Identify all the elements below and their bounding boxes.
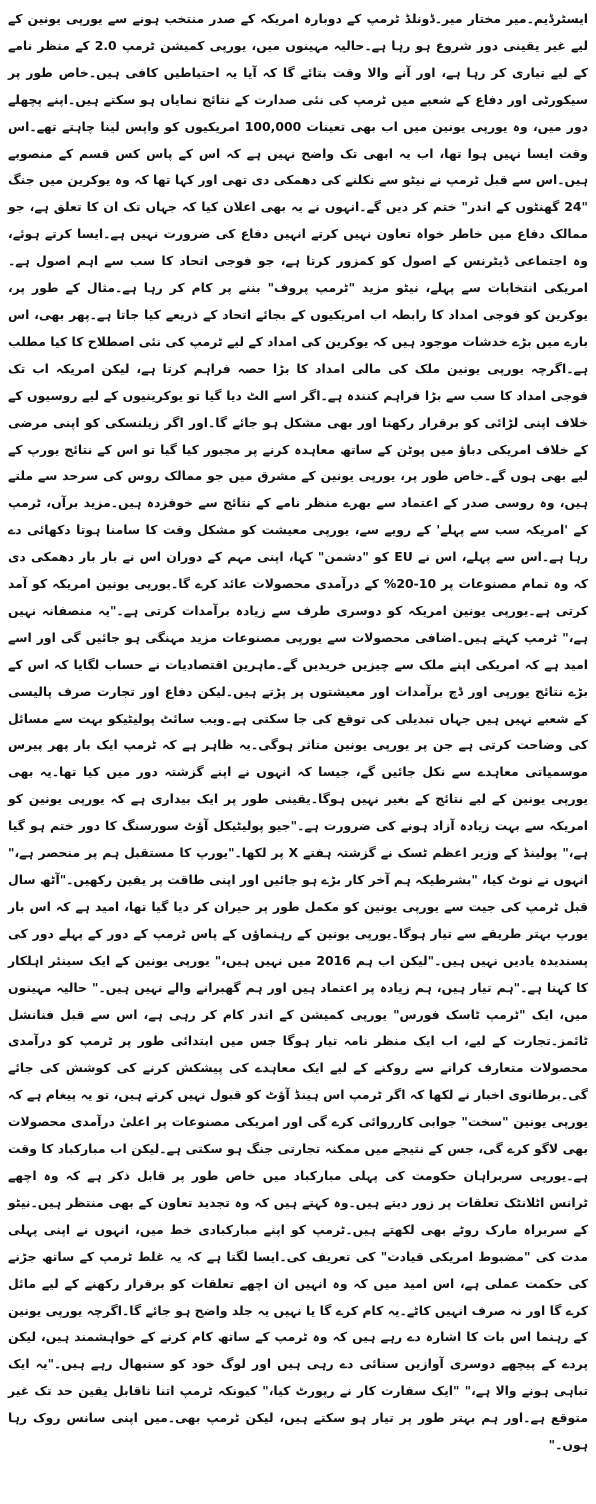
article-body-text: ایسٹرڈیم۔میر مختار میر۔ڈونلڈ ٹرمپ کے دوبارہ امریکہ کے صدر منتخب ہونے سے یورپی یونین کے لیے غیر یقینی دور شروع ہو رہا ہے۔حالیہ مہینوں میں، یورپی کمیشن ٹرمپ 2.0 کے منظر نامے کے لیے تیاری کر رہا ہے، اور آنے والا وقت بتائے گا کہ آیا یہ احتیاطیں کافی ہیں۔خاص طور پر سیکورٹی اور دفاع کے شعبے میں ٹرمپ کی نئی صدارت کے نتائج نمایاں ہو سکتے ہیں۔اپنے پچھلے دور میں، وہ یورپی یونین میں اب بھی تعینات 100,000 امریکیوں کو واپس لینا چاہتے تھے۔اس وقت ایسا نہیں ہوا تھا، اب یہ ابھی تک واضح نہیں ہے کہ اس کے پاس کس قسم کے منصوبے ہیں۔اس سے قبل ٹرمپ نے نیٹو سے نکلنے کی دھمکی دی تھی اور کہا تھا کہ وہ یوکرین میں جنگ "24 گھنٹوں کے اندر" ختم کر دیں گے۔انہوں نے یہ بھی اعلان کیا کہ جہاں تک ان کا تعلق ہے، جو ممالک دفاع میں خاطر خواہ تعاون نہیں کرتے انہیں دفاع کی ضرورت نہیں ہے۔ایسا کرتے ہوئے، وہ اجتماعی ڈیٹرنس کے اصول کو کمزور کرتا ہے، جو فوجی اتحاد کا سب سے اہم اصول ہے۔امریکی انتخابات سے پہلے، نیٹو مزید "ٹرمپ پروف" بننے پر کام کر رہا ہے۔مثال کے طور پر، یوکرین کو فوجی امداد کا رابطہ اب امریکیوں کے بجائے اتحاد کے ذریعے کیا جاتا ہے۔پھر بھی، اس بارے میں بڑے خدشات موجود ہیں کہ یوکرین کی امداد کے لیے ٹرمپ کی نئی اصطلاح کا کیا مطلب ہے۔اگرچہ یورپی یونین ملک کی مالی امداد کا بڑا حصہ فراہم کرتا ہے، لیکن امریکہ اب تک فوجی امداد کا سب سے بڑا فراہم کنندہ ہے۔اگر اسے الٹ دیا گیا تو یوکرینیوں کے لیے روسیوں کے خلاف اپنی لڑائی کو برقرار رکھنا اور بھی مشکل ہو جائے گا۔اور اگر زیلنسکی کو اپنی مرضی کے خلاف امریکی دباؤ میں پوٹن کے ساتھ معاہدہ کرنے پر مجبور کیا گیا تو اس کے نتائج یورپ کے لیے بھی ہوں گے۔خاص طور پر، یورپی یونین کے مشرق میں جو ممالک روس کی سرحد سے ملتے ہیں، وہ روسی صدر کے اعتماد سے بھرے منظر نامے کے نتائج سے خوفزدہ ہیں۔مزید برآں، ٹرمپ کے 'امریکہ سب سے پہلے' کے رویے سے، یورپی معیشت کو مشکل وقت کا سامنا ہوتا دکھائی دے رہا ہے۔اس سے پہلے، اس نے EU کو "دشمن" کہا، اپنی مہم کے دوران اس نے بار بار دھمکی دی کہ وہ تمام مصنوعات پر 10-20% کے درآمدی محصولات عائد کرے گا۔یورپی یونین امریکہ کو آمد کرتی ہے۔یورپی یونین امریکہ کو دوسری طرف سے زیادہ برآمدات کرتی ہے۔"یہ منصفانہ نہیں ہے،" ٹرمپ کہتے ہیں۔اضافی محصولات سے یورپی مصنوعات مزید مہنگی ہو جائیں گی اور اسے امید ہے کہ امریکی اپنے ملک سے چیزیں خریدیں گے۔ماہرین اقتصادیات نے حساب لگایا کہ اس کے بڑے نتائج یورپی اور ڈچ برآمدات اور معیشتوں پر پڑتے ہیں۔لیکن دفاع اور تجارت صرف پالیسی کے شعبے نہیں ہیں جہاں تبدیلی کی توقع کی جا سکتی ہے۔ویب سائٹ پولیٹیکو بہت سے مسائل کی وضاحت کرتی ہے جن پر یورپی یونین متاثر ہوگی۔یہ ظاہر ہے کہ ٹرمپ ایک بار پھر پیرس موسمیاتی معاہدے سے نکل جائیں گے، جیسا کہ انہوں نے اپنے گزشتہ دور میں کیا تھا۔یہ بھی یورپی یونین کے لیے نتائج کے بغیر نہیں ہوگا۔یقینی طور پر ایک بیداری ہے کہ یورپی یونین کو امریکہ سے بہت زیادہ آزاد ہونے کی ضرورت ہے۔"جیو پولیٹیکل آؤٹ سورسنگ کا دور ختم ہو گیا ہے،" پولینڈ کے وزیر اعظم ٹسک نے گزشتہ ہفتے X پر لکھا۔"یورپ کا مستقبل ہم پر منحصر ہے،" انہوں نے نوٹ کیا، "بشرطیکہ ہم آخر کار بڑے ہو جائیں اور اپنی طاقت پر یقین رکھیں۔"آٹھ سال قبل ٹرمپ کی جیت سے یورپی یونین کو مکمل طور پر حیران کر دیا گیا تھا، امید ہے کہ اس بار یورپ بہتر طریقے سے تیار ہوگا۔یورپی یونین کے رہنماؤں کے پاس ٹرمپ کے دور کے پہلے دور کی پسندیدہ یادیں نہیں ہیں۔"لیکن اب ہم 2016 میں نہیں ہیں،" یورپی یونین کے ایک سینئر اہلکار کا کہنا ہے۔"ہم تیار ہیں، ہم زیادہ پر اعتماد ہیں اور ہم گھبرانے والے نہیں ہیں۔" حالیہ مہینوں میں، ایک "ٹرمپ ٹاسک فورس" یورپی کمیشن کے اندر کام کر رہی ہے، اس سے قبل فنانشل ٹائمز۔تجارت کے لیے، اب ایک منظر نامہ تیار ہوگا جس میں ابتدائی طور پر ٹرمپ کو درآمدی محصولات متعارف کرانے سے روکنے کے لیے ایک معاہدے کی پیشکش کرنے کی کوشش کی جائے گی۔برطانوی اخبار نے لکھا کہ اگر ٹرمپ اس ہینڈ آؤٹ کو قبول نہیں کرتے ہیں، تو یہ پیغام ہے کہ یورپی یونین "سخت" جوابی کارروائی کرے گی اور امریکی مصنوعات پر اعلیٰ درآمدی محصولات بھی لاگو کرے گی، جس کے نتیجے میں ممکنہ تجارتی جنگ ہو سکتی ہے۔لیکن اب مبارکباد کا وقت ہے۔یورپی سربراہان حکومت کی پہلی مبارکباد میں خاص طور پر قابل ذکر ہے کہ وہ اچھے ٹرانس اٹلانٹک تعلقات پر زور دیتے ہیں۔وہ کہتے ہیں کہ وہ تجدید تعاون کے بھی منتظر ہیں۔نیٹو کے سربراہ مارک روٹے بھی لکھتے ہیں۔ٹرمپ کو اپنے مبارکبادی خط میں، انہوں نے اپنی پہلی مدت کی "مضبوط امریکی قیادت" کی تعریف کی۔ایسا لگتا ہے کہ یہ غلط ٹرمپ کے ساتھ جڑنے کی حکمت عملی ہے، اس امید میں کہ وہ انہیں ان اچھے تعلقات کو برقرار رکھنے کے لیے مائل کرے گا اور نہ صرف انہیں کاٹے۔یہ کام کرے گا یا نہیں یہ جلد واضح ہو جائے گا۔اگرچہ یورپی یونین کے رہنما اس بات کا اشارہ دے رہے ہیں کہ وہ ٹرمپ کے ساتھ کام کرنے کے خواہشمند ہیں، لیکن پردے کے پیچھے دوسری آوازیں سنائی دے رہی ہیں اور لوگ خود کو سنبھال رہے ہیں۔"یہ ایک تباہی ہونے والا ہے،" "ایک سفارت کار نے رپورٹ کیا،" کیونکہ ٹرمپ اتنا ناقابل یقین حد تک غیر متوقع ہے۔اور ہم بہتر طور پر تیار ہو سکتے ہیں، لیکن ٹرمپ بھی۔میں اپنی سانس روک رہا ہوں۔" (8, 11, 589, 1453)
